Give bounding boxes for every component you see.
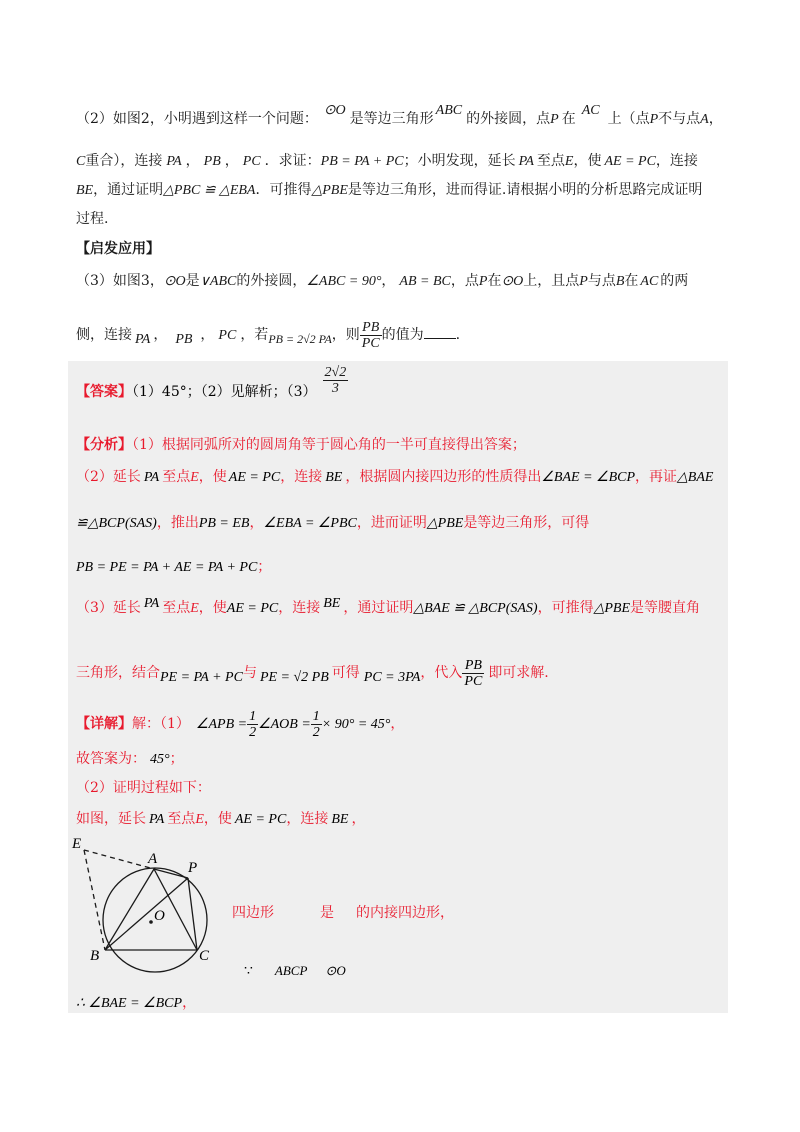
analysis-line6: 三角形，结合PE = PA + PC与 PE = √2 PB 可得 PC = 3PA，代入 $\frac{PB}{PC}$ 即可求解. [76,657,549,689]
answer-fraction: $\frac{2√2}{3}$ [324,364,347,396]
label-e: E [72,836,82,852]
segment-pc [188,878,197,950]
analysis-line2: （2）延长 PA 至点E，使 AE = PC，连接 BE ，根据圆内接四边形的性质得出∠BAE = ∠BCP，再证△BAE [76,469,714,485]
center-point [149,920,153,924]
detail-line3: （2）证明过程如下： [76,780,211,796]
label-o: O [154,908,165,924]
segment-eb-dashed [84,850,105,950]
arc-ac: AC [581,103,600,118]
q3-fraction: $\frac{PB}{PC}$ [361,319,380,351]
therefore-line: ∴ ∠BAE = ∠BCP， [76,995,197,1011]
q2-line2: C重合），连接 PA ， PB ， PC ．求证：PB = PA + PC；小明发现，延长 PA 至点E，使 AE = PC，连接 [76,153,698,169]
detail-line4: 如图，延长 PA 至点E，使 AE = PC，连接 BE ， [76,811,366,827]
q2-line1: （2）如图2，小明遇到这样一个问题：⊙O是等边三角形ABC的外接圆，点P 在AC上（点P不与点A， [76,103,723,127]
q3-line2: 侧，连接 PA ， PB ， PC ，若PB = 2√2 PA，则 $\frac{PB}{PC}$ 的值为 . [76,319,461,351]
analysis-line3: ≌△BCP(SAS)，推出PB = EB，∠EBA = ∠PBC，进而证明△PBE是等边三角形，可得 [76,515,590,531]
circle-o-symbol: ⊙O [323,103,346,118]
because-line: ∵ ABCP ⊙O [244,963,346,979]
label-a: A [148,851,158,867]
half-fraction-2: $\frac{1}{2}$ [312,708,320,740]
answer-line: 【答案】（1）45°；（2）见解析；（3） $\frac{2√2}{3}$ [76,364,347,400]
half-fraction: $\frac{1}{2}$ [249,708,257,740]
answer-blank [424,326,456,339]
analysis-line1: 【分析】（1）根据同弧所对的圆周角等于圆心角的一半可直接得出答案； [76,437,526,453]
detail-line1: 【详解】解：（1） ∠APB = $\frac{1}{2}$ ∠AOB = $\frac{1}{2}$ × 90° = 45°， [76,708,405,740]
segment-ea-dashed [84,850,154,869]
geometry-figure [68,836,228,986]
analysis-line5: （3）延长 PA 至点E，使AE = PC，连接 BE ，通过证明△BAE ≌ △BCP(SAS)，可推得△PBE是等腰直角 [76,596,701,616]
label-p: P [188,860,198,876]
q2-line4: 过程. [76,211,109,227]
analysis-fraction: $\frac{PB}{PC}$ [464,657,483,689]
detail-line2: 故答案为： 45°； [76,751,184,767]
segment-bp [105,878,188,950]
label-b: B [90,948,100,964]
label-c: C [199,948,210,964]
q2-line3: BE，通过证明△PBC ≌ △EBA．可推得△PBE是等边三角形，进而得证.请根据小明的分析思路完成证明 [76,182,703,198]
section-heading-apply: 【启发应用】 [76,241,160,257]
segment-ab [105,869,154,950]
analysis-line4: PB = PE = PA + AE = PA + PC； [76,559,272,575]
q3-line1: （3）如图3，⊙O是∨ABC的外接圆，∠ABC = 90°， AB = BC，点P在⊙O上，且点P与点B在 AC 的两 [76,273,689,289]
quad-text: 四边形 是 的内接四边形， [232,905,454,921]
